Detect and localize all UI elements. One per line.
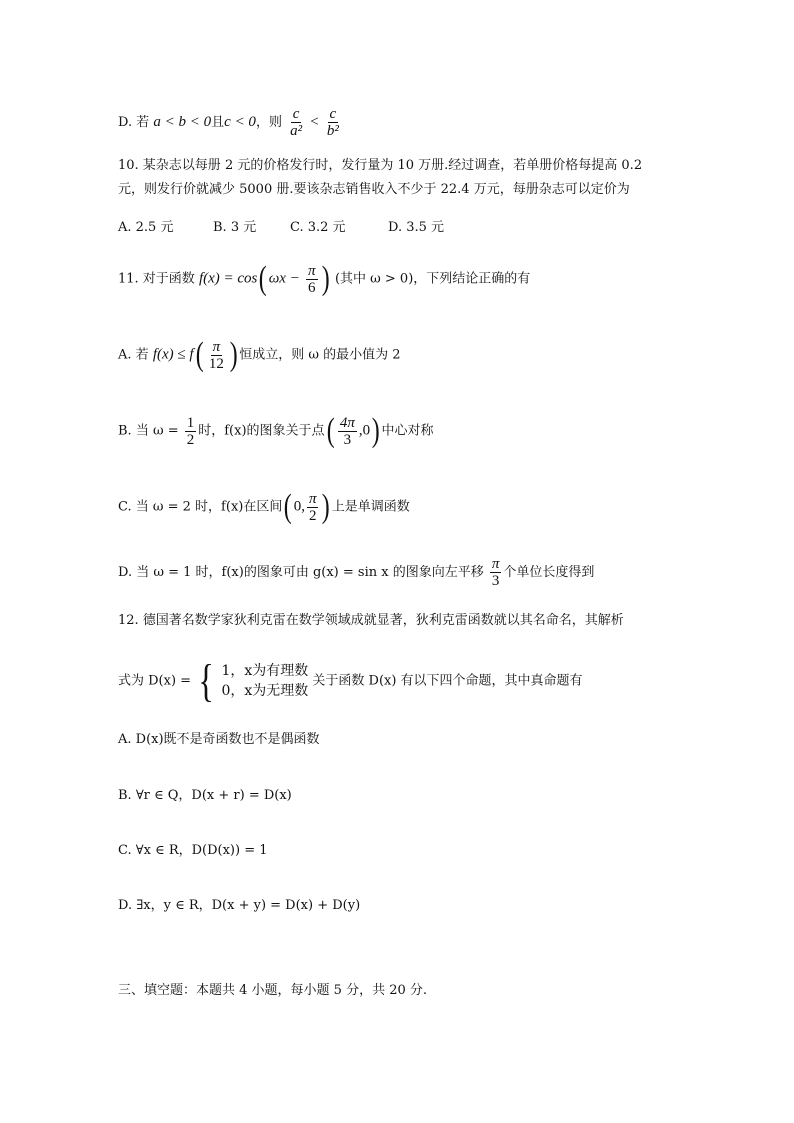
q12-line1: 12. 德国著名数学家狄利克雷在数学领域成就显著，狄利克雷函数就以其名命名，其解析 [118, 613, 624, 628]
fraction: $\frac{1}{2}$ [186, 414, 195, 448]
q11-option-b: B. 当 ω = $\frac{1}{2}$ 时，f(x)的图象关于点( $\frac{4\pi}{3}$ ,0) 中心对称 [118, 412, 434, 449]
section-3-title: 三、填空题：本题共 4 小题，每小题 5 分，共 20 分. [118, 983, 428, 998]
q10-line1: 10. 某杂志以每册 2 元的价格发行时，发行量为 10 万册.经过调查，若单册价格每提高 0.2 [118, 158, 643, 173]
q11-option-c: C. 当 ω = 2 时，f(x)在区间( 0, $\frac{\pi}{2}$ ) 上是单调函数 [118, 488, 410, 525]
q12-option-b: B. ∀r ∈ Q，D(x + r) = D(x) [118, 788, 292, 803]
fraction: $\frac{\pi}{3}$ [491, 556, 500, 589]
q12-option-d: D. ∃x，y ∈ R，D(x + y) = D(x) + D(y) [118, 898, 361, 913]
q9-option-d: D. 若 a < b < 0且c < 0，则 $\frac{c}{\text{a²}}$ < $\frac{c}{\text{b²}}$ [118, 106, 339, 139]
fraction: $\frac{\pi}{12}$ [208, 338, 224, 372]
fraction: $\frac{4\pi}{3}$ [339, 414, 355, 448]
q10-option-d: D. 3.5 元 [388, 220, 445, 235]
q12-option-a: A. D(x)既不是奇函数也不是偶函数 [118, 732, 320, 747]
fraction: $\frac{\pi}{6}$ [307, 262, 316, 296]
q10-option-c: C. 3.2 元 [290, 220, 346, 235]
fraction: $\frac{c}{\text{b²}}$ [326, 106, 339, 139]
piecewise-cases: 1，x为有理数 0，x为无理数 [221, 663, 309, 699]
fraction: $\frac{\pi}{2}$ [308, 490, 317, 524]
fraction: $\frac{c}{\text{a²}}$ [290, 106, 303, 139]
q11-option-a: A. 若 f(x) ≤ f( $\frac{\pi}{12}$ ) 恒成立，则 ω 的最小值为 2 [118, 336, 401, 373]
q10-option-a: A. 2.5 元 [118, 220, 174, 235]
q10-line2: 元，则发行价就减少 5000 册.要该杂志销售收入不少于 22.4 万元，每册杂志可以定价为 [118, 182, 630, 197]
q10-option-b: B. 3 元 [213, 220, 257, 235]
q11-stem: 11. 对于函数 f(x) = cos( ωx − $\frac{\pi}{6}$ ) (其中 ω > 0)，下列结论正确的有 [118, 260, 531, 297]
q12-option-c: C. ∀x ∈ R，D(D(x)) = 1 [118, 843, 268, 858]
q11-option-d: D. 当 ω = 1 时，f(x)的图象可由 g(x) = sin x 的图象向左平移 $\frac{\pi}{3}$ 个单位长度得到 [118, 556, 595, 589]
q12-definition: 式为 D(x) = { 1，x为有理数 0，x为无理数 关于函数 D(x) 有以下四个命题，其中真命题有 [118, 655, 583, 706]
